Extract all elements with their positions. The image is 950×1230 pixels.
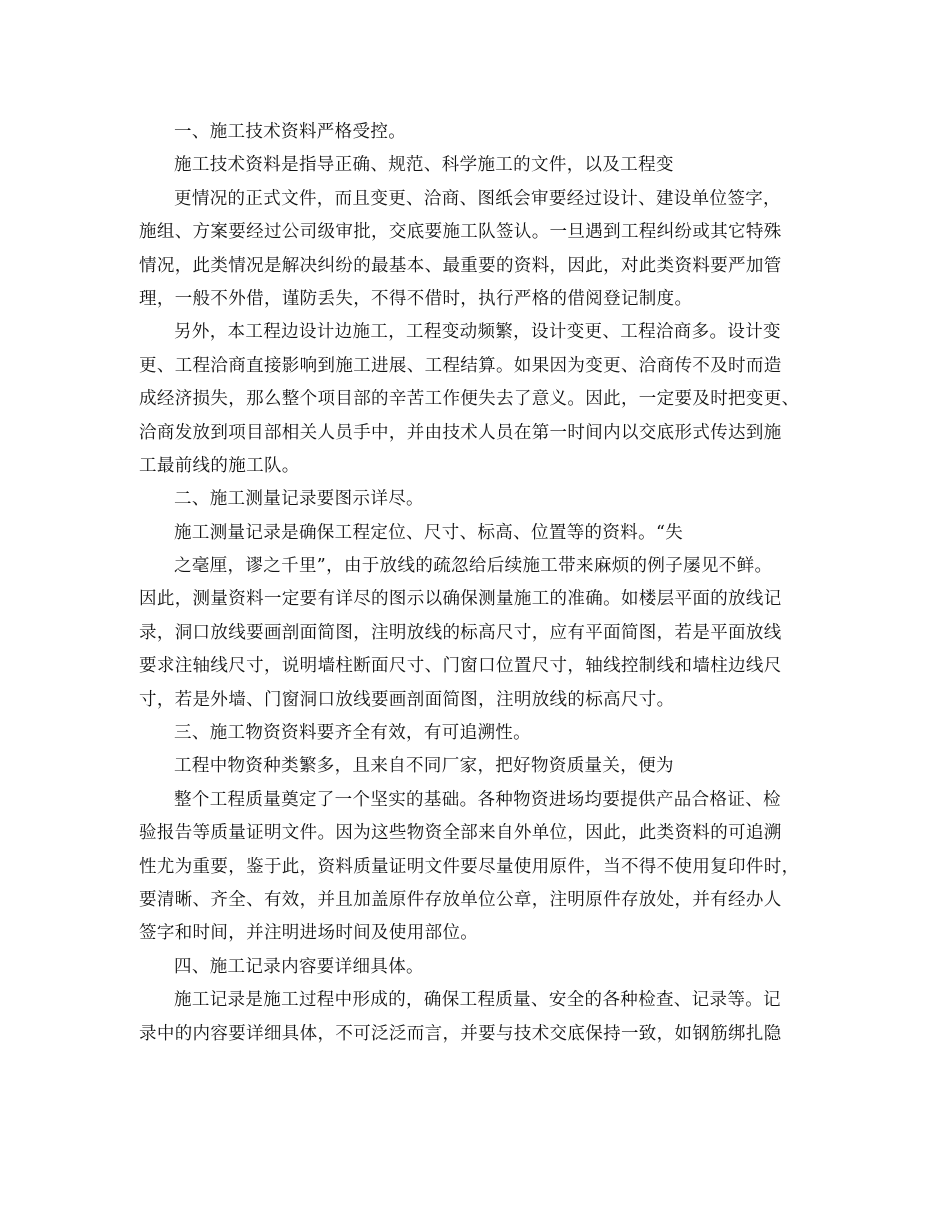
- section-heading-1: 一、施工技术资料严格受控。: [174, 122, 407, 142]
- text-line: 之毫厘，谬之千里”，由于放线的疏忽给后续施工带来麻烦的例子屡见不鲜。: [174, 556, 773, 577]
- text-line: 成经济损失，那么整个项目部的辛苦工作便失去了意义。因此，一定要及时把变更、: [139, 389, 800, 410]
- text-line: 工程中物资种类繁多，且来自不同厂家，把好物资质量关，便为: [174, 756, 674, 777]
- text-line: 因此，测量资料一定要有详尽的图示以确保测量施工的准确。如楼层平面的放线记: [139, 589, 782, 610]
- text-line: 签字和时间，并注明进场时间及使用部位。: [139, 923, 479, 944]
- text-line: 寸，若是外墙、门窗洞口放线要画剖面简图，注明放线的标高尺寸。: [139, 689, 675, 710]
- text-line: 验报告等质量证明文件。因为这些物资全部来自外单位，因此，此类资料的可追溯: [139, 823, 782, 844]
- text-line: 施工技术资料是指导正确、规范、科学施工的文件，以及工程变: [174, 155, 674, 176]
- text-line: 施组、方案要经过公司级审批，交底要施工队签认。一旦遇到工程纠纷或其它特殊: [139, 222, 782, 243]
- text-line: 更、工程洽商直接影响到施工进展、工程结算。如果因为变更、洽商传不及时而造: [139, 355, 782, 376]
- text-line: 整个工程质量奠定了一个坚实的基础。各种物资进场均要提供产品合格证、检: [174, 789, 781, 810]
- text-line: 录，洞口放线要画剖面简图，注明放线的标高尺寸，应有平面简图，若是平面放线: [139, 622, 782, 643]
- text-line: 要求注轴线尺寸，说明墙柱断面尺寸、门窗口位置尺寸，轴线控制线和墙柱边线尺: [139, 656, 782, 677]
- text-line: 性尤为重要，鉴于此，资料质量证明文件要尽量使用原件，当不得不使用复印件时，: [139, 856, 800, 877]
- document-body: [139, 116, 829, 1051]
- text-line: 工最前线的施工队。: [139, 455, 300, 476]
- text-line: 施工测量记录是确保工程定位、尺寸、标高、位置等的资料。“失: [174, 522, 684, 543]
- text-line: 另外，本工程边设计边施工，工程变动频繁，设计变更、工程洽商多。设计变: [174, 322, 781, 343]
- text-line: 情况，此类情况是解决纠纷的最基本、最重要的资料，因此，对此类资料要严加管: [139, 255, 782, 276]
- text-line: 录中的内容要详细具体，不可泛泛而言，并要与技术交底保持一致，如钢筋绑扎隐: [139, 1023, 782, 1044]
- text-line: 要清晰、齐全、有效，并且加盖原件存放单位公章，注明原件存放处，并有经办人: [139, 889, 782, 910]
- text-line: 洽商发放到项目部相关人员手中，并由技术人员在第一时间内以交底形式传达到施: [139, 422, 782, 443]
- text-line: 理，一般不外借，谨防丢失，不得不借时，执行严格的借阅登记制度。: [139, 288, 693, 309]
- text-line: 施工记录是施工过程中形成的，确保工程质量、安全的各种检查、记录等。记: [174, 990, 781, 1011]
- section-heading-2: 二、施工测量记录要图示详尽。: [174, 489, 424, 510]
- section-heading-3: 三、施工物资资料要齐全有效，有可追溯性。: [174, 723, 531, 744]
- section-heading-4: 四、施工记录内容要详细具体。: [174, 956, 424, 977]
- text-line: 更情况的正式文件，而且变更、洽商、图纸会审要经过设计、建设单位签字，: [174, 188, 781, 209]
